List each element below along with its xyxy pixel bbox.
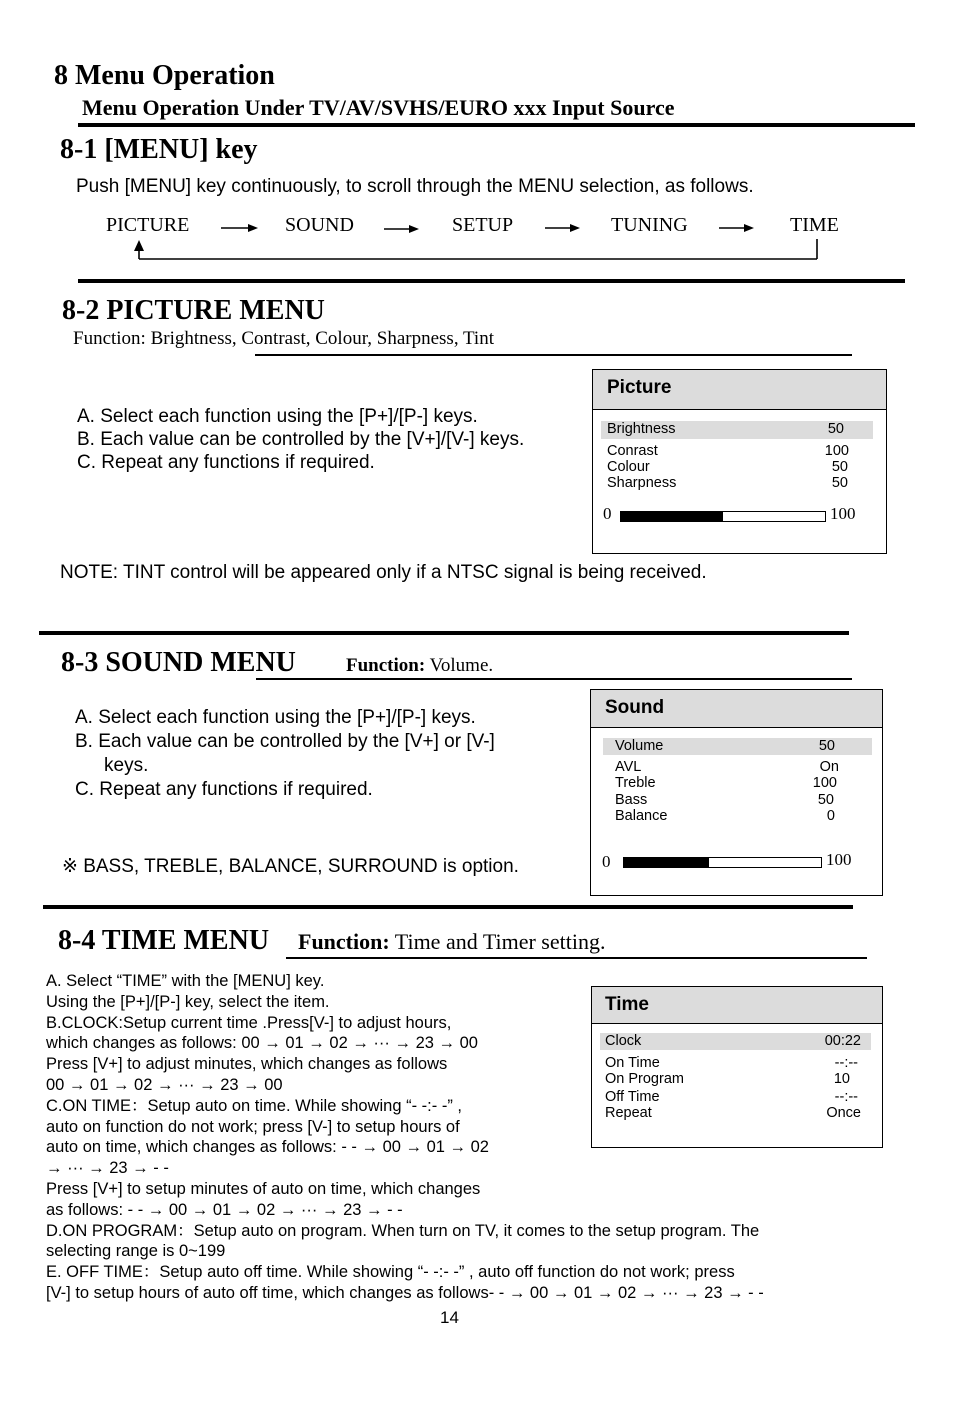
sound-menu-title: Sound [605,697,665,718]
time-line-4: which changes as follows: 00 → 01 → 02 → ··· → 23 → 00 [46,1034,478,1053]
sound-level-bar [623,857,822,868]
time-menu-value-off-time: --:-- [834,1089,858,1105]
picture-menu-value-brightness: 50 [827,421,844,437]
picture-menu-value-colour: 50 [831,459,848,475]
sound-menu-box [590,689,883,896]
time-function [298,929,605,955]
time-line-12: as follows: - - → 00 → 01 → 02 → ··· → 23 → - - [46,1200,403,1219]
sound-steps [75,706,495,802]
time-function-label: Function: [298,929,390,954]
picture-step-c: C. Repeat any functions if required. [77,452,375,473]
sound-option-note: ※ BASS, TREBLE, BALANCE, SURROUND is option. [62,856,519,877]
picture-menu-label-sharpness: Sharpness [607,475,677,491]
time-line-7: C.ON TIME：Setup auto on time. While showing “- -:- -” , [46,1096,462,1115]
time-menu-value-on-program: 10 [833,1071,850,1087]
picture-function-underline [255,354,852,356]
picture-bar-min: 0 [603,504,612,523]
time-line-10: → ··· → 23 → - - [46,1159,169,1178]
time-line-5: Press [V+] to adjust minutes, which changes as follows [46,1055,448,1074]
time-menu-label-clock: Clock [605,1033,642,1049]
tint-note: NOTE: TINT control will be appeared only if a NTSC signal is being received. [60,562,707,583]
time-line-1: A. Select “TIME” with the [MENU] key. [46,972,325,990]
picture-menu-label-colour: Colour [607,459,650,475]
time-line-2: Using the [P+]/[P-] key, select the item. [46,992,330,1011]
sound-level-fill [624,858,709,867]
time-menu-label-on-time: On Time [605,1055,660,1071]
sound-menu-value-volume: 50 [818,738,835,754]
time-menu-value-repeat: Once [826,1105,861,1121]
time-menu-label-on-program: On Program [605,1071,684,1087]
section-title-menu-key: 8-1 [MENU] key [60,134,258,165]
sound-function-underline [256,678,852,680]
section-title-time-menu: 8-4 TIME MENU [58,925,270,956]
time-menu-box [591,986,883,1148]
picture-menu-title: Picture [607,377,672,398]
sound-menu-value-balance: 0 [826,808,835,824]
sound-function-text: Volume. [429,655,494,676]
sound-menu-value-avl: On [819,759,839,775]
flow-item-picture: PICTURE [106,214,190,236]
time-line-13: D.ON PROGRAM：Setup auto on program. When turn on TV, it comes to the setup program. The [46,1221,760,1240]
time-menu-label-off-time: Off Time [605,1089,660,1105]
picture-step-b: B. Each value can be controlled by the [V+]/[V-] keys. [77,429,525,450]
section3-rule [43,905,853,909]
time-menu-value-clock: 00:22 [824,1033,861,1049]
time-line-6: 00 → 01 → 02 → ··· → 23 → 00 [46,1075,283,1094]
picture-menu-value-sharpness: 50 [831,475,848,491]
sound-menu-label-treble: Treble [615,775,656,791]
time-line-16: [V-] to setup hours of auto off time, which changes as follows- - → 00 → 01 → 02 → ··· → 23 → - - [46,1283,764,1302]
picture-menu-box [592,369,887,554]
time-menu-title: Time [605,994,650,1015]
time-menu-value-on-time: --:-- [834,1055,858,1071]
sound-menu-label-avl: AVL [615,759,642,775]
time-line-14: selecting range is 0~199 [46,1242,226,1261]
picture-step-a: A. Select each function using the [P+]/[P-] keys. [77,406,478,427]
picture-function-text: Function: Brightness, Contrast, Colour, Sharpness, Tint [73,328,494,349]
page-number: 14 [440,1308,459,1327]
sound-menu-label-volume: Volume [615,738,664,754]
time-menu-label-repeat: Repeat [605,1105,652,1121]
picture-menu-value-contrast: 100 [824,443,849,459]
section-title-sound-menu: 8-3 SOUND MENU [61,647,296,678]
time-line-11: Press [V+] to setup minutes of auto on time, which changes [46,1179,481,1198]
picture-menu-label-contrast: Conrast [607,443,658,459]
time-function-text: Time and Timer setting. [394,929,606,954]
section1-rule [78,279,905,283]
sound-step-c: C. Repeat any functions if required. [75,779,373,800]
sound-menu-value-treble: 100 [812,775,837,791]
sound-menu-label-bass: Bass [615,792,648,808]
flow-item-setup: SETUP [452,214,514,236]
sound-function [346,655,493,677]
sound-menu-value-bass: 50 [817,792,834,808]
picture-level-fill [621,512,723,521]
section2-rule [39,631,849,635]
picture-level-bar [620,511,826,522]
flow-item-sound: SOUND [285,214,354,236]
time-line-8: auto on function do not work; press [V-] to setup hours of [46,1117,460,1136]
section-title-picture-menu: 8-2 PICTURE MENU [62,295,325,326]
picture-menu-label-brightness: Brightness [607,421,676,437]
sound-step-a: A. Select each function using the [P+]/[P-] keys. [75,707,476,728]
sound-step-b: B. Each value can be controlled by the [V+] or [V-] [75,731,495,752]
sound-function-label: Function: [346,655,426,676]
sound-bar-min: 0 [602,852,611,871]
flow-item-time: TIME [790,214,839,236]
time-line-3: B.CLOCK:Setup current time .Press[V-] to adjust hours, [46,1013,452,1032]
flow-arrows-icon [0,0,954,280]
time-line-15: E. OFF TIME：Setup auto off time. While showing “- -:- -” , auto off function do not work; press [46,1263,735,1282]
time-line-9: auto on time, which changes as follows: - - → 00 → 01 → 02 [46,1138,489,1157]
picture-bar-max: 100 [830,504,856,523]
picture-steps [77,405,524,474]
sound-step-b-cont: keys. [104,755,149,776]
menu-key-text: Push [MENU] key continuously, to scroll through the MENU selection, as follows. [76,176,754,197]
sound-bar-max: 100 [826,850,852,869]
flow-item-tuning: TUNING [611,214,688,236]
chapter-subtitle: Menu Operation Under TV/AV/SVHS/EURO xxx Input Source [82,95,675,120]
sound-menu-label-balance: Balance [615,808,668,824]
chapter-title: 8 Menu Operation [54,60,275,91]
time-function-underline [286,957,867,959]
